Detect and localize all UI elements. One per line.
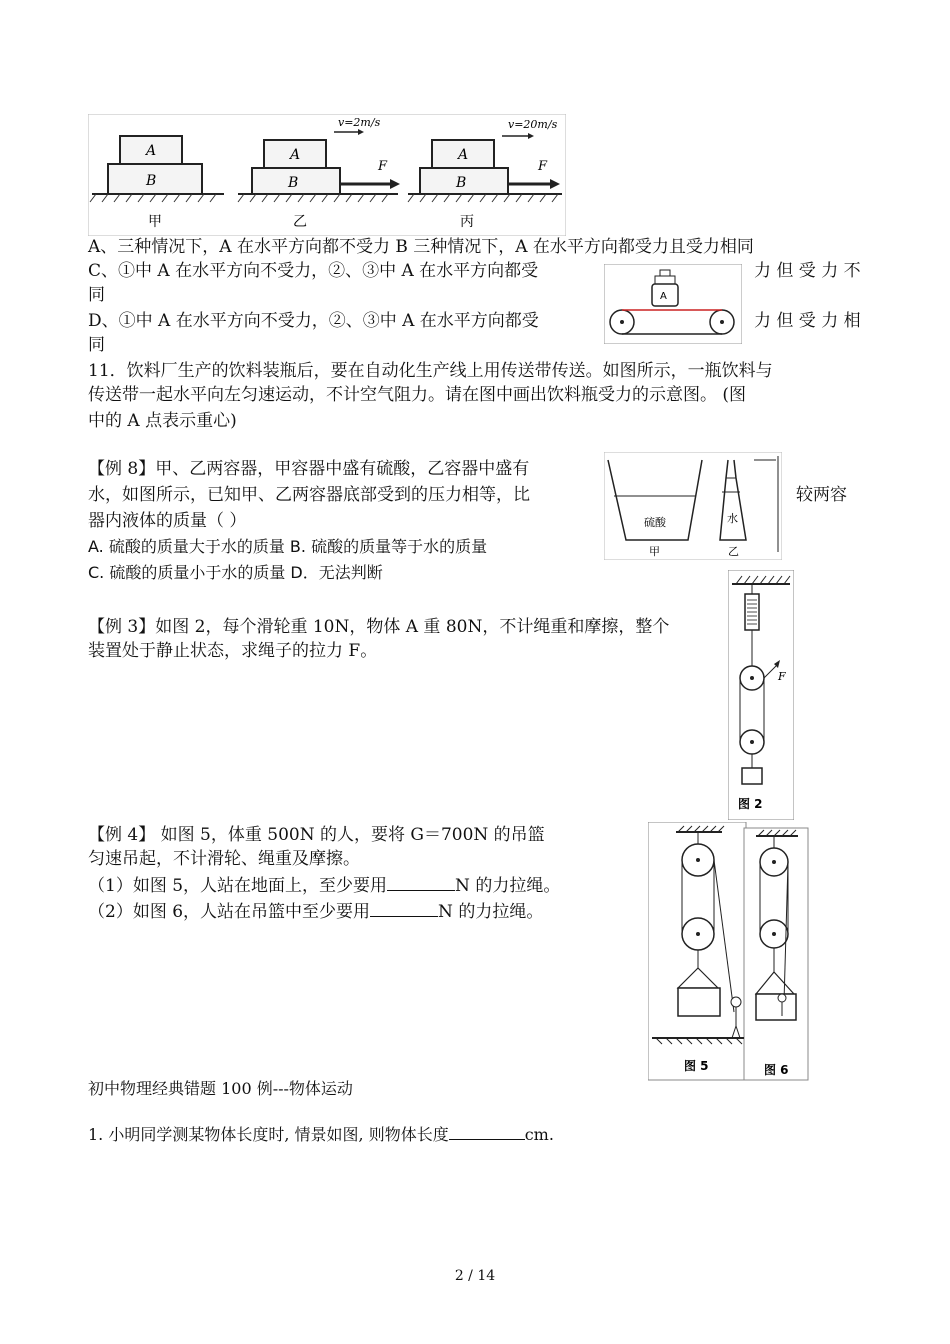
bottle-label: A bbox=[660, 291, 667, 302]
ex4-line-4 bbox=[88, 900, 543, 923]
page-number: 2 / 14 bbox=[454, 1268, 496, 1284]
block-a-label-3: A bbox=[458, 147, 469, 163]
ex4-q2-blank[interactable] bbox=[370, 900, 438, 917]
pulley2-caption: 图 2 bbox=[738, 797, 763, 811]
q10-option-ab: A、三种情况下，A 在水平方向都不受力 B 三种情况下，A 在水平方向都受力且受力相同 bbox=[88, 237, 754, 257]
pulley2-force-label: F bbox=[778, 670, 786, 683]
ex8-line-3: 器内液体的质量（ ） bbox=[88, 511, 247, 531]
q11-line-3: 中的 A 点表示重心) bbox=[88, 411, 237, 431]
fig6-caption: 图 6 bbox=[764, 1063, 789, 1077]
block-a-label: A bbox=[146, 143, 157, 159]
pulley-fig2 bbox=[728, 570, 794, 820]
ex4-q1-unit: N 的力拉绳。 bbox=[455, 876, 561, 896]
block-b-label-2: B bbox=[288, 175, 299, 191]
q10-option-d: D、①中 A 在水平方向不受力，②、③中 A 在水平方向都受 bbox=[88, 311, 539, 331]
ex8-option-cd: C. 硫酸的质量小于水的质量 D．无法判断 bbox=[88, 563, 383, 582]
ex3-line-1: 【例 3】如图 2，每个滑轮重 10N，物体 A 重 80N，不计绳重和摩擦，整个 bbox=[88, 617, 670, 637]
ex4-line-3 bbox=[88, 874, 560, 897]
ex8-line-1: 【例 8】甲、乙两容器，甲容器中盛有硫酸，乙容器中盛有 bbox=[88, 459, 530, 479]
conveyor-figure bbox=[604, 264, 742, 344]
q11-line-1: 11．饮料厂生产的饮料装瓶后，要在自动化生产线上用传送带传送。如图所示，一瓶饮料与 bbox=[88, 361, 773, 381]
caption-yi: 乙 bbox=[293, 214, 307, 230]
motion-q1-unit: cm. bbox=[524, 1125, 554, 1144]
motion-q1-text: 1. 小明同学测某物体长度时, 情景如图, 则物体长度 bbox=[88, 1125, 449, 1144]
force-label-2: F bbox=[378, 159, 388, 174]
liquid-sulfuric-label: 硫酸 bbox=[644, 516, 666, 529]
ex4-q1-blank[interactable] bbox=[387, 874, 455, 891]
container-jia-caption: 甲 bbox=[649, 545, 660, 558]
q10-option-d-right: 力 但 受 力 相 bbox=[754, 311, 861, 331]
q10-option-c-right: 力 但 受 力 不 bbox=[754, 261, 861, 281]
block-b-label-3: B bbox=[456, 175, 467, 191]
caption-bing: 丙 bbox=[460, 214, 474, 230]
ex4-line-2: 匀速吊起，不计滑轮、绳重及摩擦。 bbox=[88, 849, 360, 869]
block-b-label: B bbox=[146, 173, 157, 189]
speed1-label: v=2m/s bbox=[338, 116, 381, 129]
speed2-label: v=20m/s bbox=[508, 118, 558, 131]
q10-option-c-cont: 同 bbox=[88, 285, 105, 305]
ex4-q2-unit: N 的力拉绳。 bbox=[438, 902, 544, 922]
ex8-line-2: 水，如图所示，已知甲、乙两容器底部受到的压力相等，比 bbox=[88, 485, 530, 505]
q10-option-c: C、①中 A 在水平方向不受力，②、③中 A 在水平方向都受 bbox=[88, 261, 539, 281]
caption-jia: 甲 bbox=[148, 214, 162, 230]
ex8-line-2-right: 较两容 bbox=[796, 485, 847, 505]
container-yi-caption: 乙 bbox=[728, 545, 739, 558]
q10-option-d-cont: 同 bbox=[88, 335, 105, 355]
fig5-caption: 图 5 bbox=[684, 1059, 709, 1073]
ex4-q2-text: （2）如图 6，人站在吊篮中至少要用 bbox=[88, 902, 371, 922]
force-label-3: F bbox=[538, 159, 548, 174]
ex4-q1-text: （1）如图 5，人站在地面上，至少要用 bbox=[88, 876, 388, 896]
section-title: 初中物理经典错题 100 例---物体运动 bbox=[88, 1079, 353, 1098]
blocks-figure bbox=[88, 114, 566, 236]
q11-line-2: 传送带一起水平向左匀速运动，不计空气阻力。请在图中画出饮料瓶受力的示意图。 (图 bbox=[88, 385, 747, 405]
motion-q1-blank[interactable] bbox=[449, 1125, 525, 1140]
liquid-water-label: 水 bbox=[727, 512, 738, 525]
ex3-line-2: 装置处于静止状态，求绳子的拉力 F。 bbox=[88, 641, 378, 661]
pulley-fig56 bbox=[648, 822, 810, 1082]
block-a-label-2: A bbox=[290, 147, 301, 163]
containers-figure bbox=[604, 452, 782, 560]
ex4-line-1: 【例 4】 如图 5，体重 500N 的人，要将 G＝700N 的吊篮 bbox=[88, 825, 545, 845]
ex8-option-ab: A. 硫酸的质量大于水的质量 B. 硫酸的质量等于水的质量 bbox=[88, 537, 488, 556]
motion-q1 bbox=[88, 1124, 554, 1146]
